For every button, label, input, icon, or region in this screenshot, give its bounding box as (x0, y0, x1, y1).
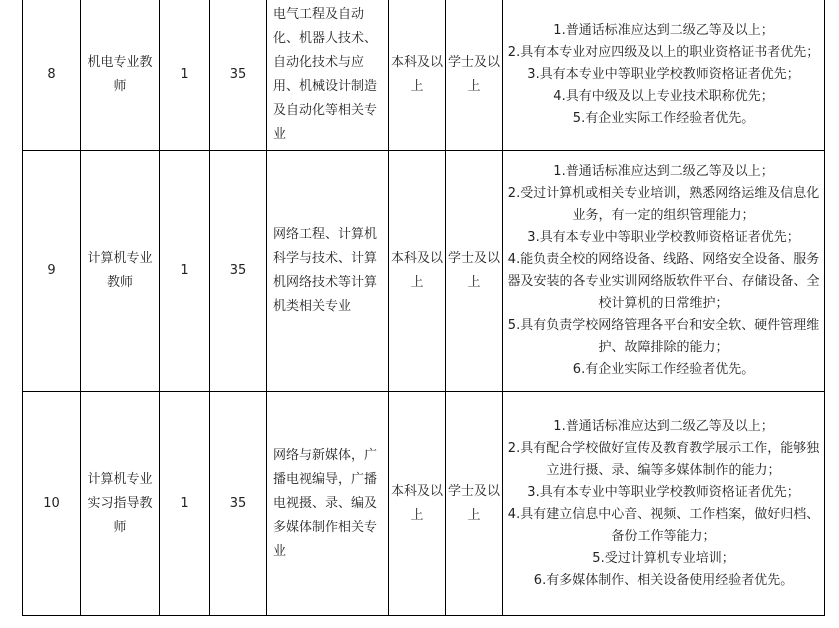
education-requirement: 本科及以上 (389, 0, 446, 151)
requirement-item: 4.能负责全校的网络设备、线路、网络安全设备、服务器及安装的各专业实训网络版软件平台、存储设备、全校计算机的日常维护； (507, 252, 820, 311)
requirement-item: 2.受过计算机或相关专业培训，熟悉网络运维及信息化业务，有一定的组织管理能力； (507, 186, 820, 223)
age-limit: 35 (210, 151, 267, 392)
age-limit: 35 (210, 392, 267, 616)
row-number: 8 (23, 0, 81, 151)
requirement-item: 3.具有本专业中等职业学校教师资格证者优先； (527, 66, 800, 82)
position-name: 计算机专业教师 (81, 151, 160, 392)
age-limit: 35 (210, 0, 267, 151)
requirement-item: 5.受过计算机专业培训； (592, 550, 735, 566)
requirement-item: 5.有企业实际工作经验者优先。 (572, 110, 755, 126)
major-requirement: 网络工程、计算机科学与技术、计算机网络技术等计算机类相关专业 (267, 151, 389, 392)
degree-requirement: 学士及以上 (446, 151, 503, 392)
headcount: 1 (160, 0, 210, 151)
headcount: 1 (160, 392, 210, 616)
table-row (23, 392, 825, 616)
table-row (23, 0, 825, 151)
education-requirement: 本科及以上 (389, 392, 446, 616)
requirement-item: 2.具有本专业对应四级及以上的职业资格证书者优先； (507, 44, 820, 60)
requirement-item: 1.普通话标准应达到二级乙等及以上； (553, 164, 774, 179)
requirement-item: 1.普通话标准应达到二级乙等及以上； (553, 418, 774, 434)
degree-requirement: 学士及以上 (446, 0, 503, 151)
position-name: 计算机专业实习指导教师 (81, 392, 160, 616)
requirement-item: 6.有多媒体制作、相关设备使用经验者优先。 (533, 572, 794, 588)
degree-requirement: 学士及以上 (446, 392, 503, 616)
table-row (23, 151, 825, 392)
recruitment-table (22, 0, 825, 616)
requirement-item: 5.具有负责学校网络管理各平台和安全软、硬件管理维护、故障排除的能力； (507, 318, 820, 355)
position-name: 机电专业教师 (81, 0, 160, 151)
other-requirements (503, 392, 825, 616)
headcount: 1 (160, 151, 210, 392)
requirement-item: 4.具有建立信息中心音、视频、工作档案，做好归档、备份工作等能力； (507, 506, 820, 544)
requirement-item: 1.普通话标准应达到二级乙等及以上； (553, 22, 774, 38)
other-requirements (503, 151, 825, 392)
requirement-item: 3.具有本专业中等职业学校教师资格证者优先； (527, 484, 800, 500)
education-requirement: 本科及以上 (389, 151, 446, 392)
row-number: 9 (23, 151, 81, 392)
other-requirements (503, 0, 825, 151)
row-number: 10 (23, 392, 81, 616)
major-requirement: 网络与新媒体，广播电视编导，广播电视摄、录、编及多媒体制作相关专业 (267, 392, 389, 616)
requirement-item: 6.有企业实际工作经验者优先。 (572, 362, 755, 377)
requirement-item: 2.具有配合学校做好宣传及教育教学展示工作，能够独立进行摄、录、编等多媒体制作的能力； (507, 440, 820, 478)
requirement-item: 3.具有本专业中等职业学校教师资格证者优先； (527, 230, 800, 245)
requirement-item: 4.具有中级及以上专业技术职称优先； (553, 88, 774, 104)
major-requirement: 电气工程及自动化、机器人技术、自动化技术与应用、机械设计制造及自动化等相关专业 (267, 0, 389, 151)
